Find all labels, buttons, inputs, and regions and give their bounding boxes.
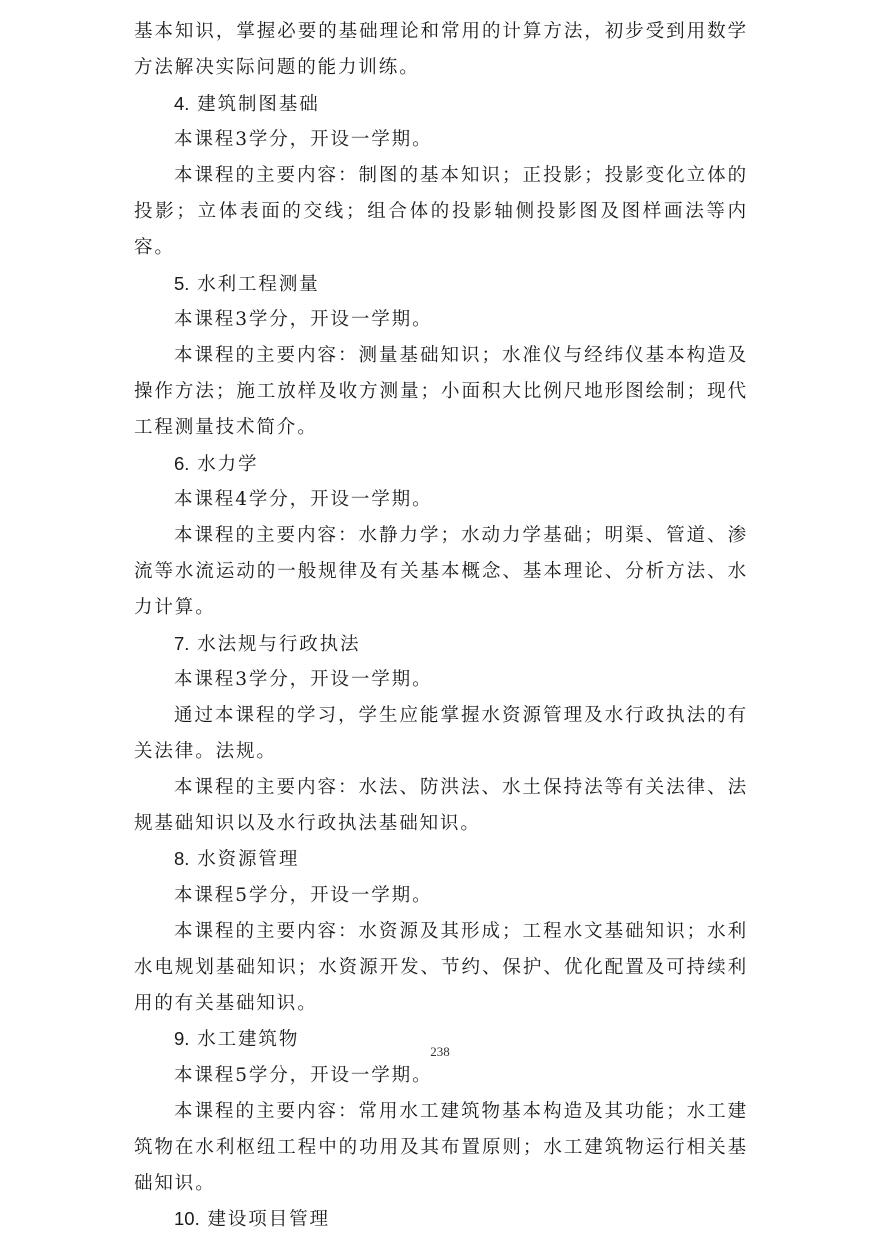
course-number: 10. (174, 1208, 200, 1230)
course-heading (134, 841, 748, 878)
course-title: 水资源管理 (197, 849, 300, 871)
course-title: 水利工程测量 (197, 273, 320, 295)
course-title: 建筑制图基础 (197, 93, 320, 115)
course-number: 6. (174, 452, 190, 474)
continuation-paragraph: 基本知识，掌握必要的基础理论和常用的计算方法，初步受到用数学方法解决实际问题的能力训练。 (134, 21, 748, 78)
course-credits: 本课程5学分，开设一学期。 (174, 885, 433, 907)
course-title: 水工建筑物 (197, 1029, 300, 1051)
course-heading (134, 86, 748, 123)
course-section-7 (134, 626, 748, 842)
course-title: 建设项目管理 (207, 1209, 330, 1231)
course-title: 水力学 (197, 453, 259, 475)
course-content: 本课程的主要内容：制图的基本知识；正投影；投影变化立体的投影；立体表面的交线；组合体的投影轴侧投影图及图样画法等内容。 (134, 165, 748, 258)
course-content: 本课程的主要内容：测量基础知识；水准仪与经纬仪基本构造及操作方法；施工放样及收方测量；小面积大比例尺地形图绘制；现代工程测量技术简介。 (134, 345, 748, 438)
course-credits: 本课程3学分，开设一学期。 (174, 669, 433, 691)
course-content: 本课程的主要内容：水法、防洪法、水土保持法等有关法律、法规基础知识以及水行政执法基础知识。 (134, 776, 748, 834)
course-objective: 通过本课程的学习，学生应能掌握水资源管理及水行政执法的有关法律。法规。 (134, 705, 748, 762)
course-number: 4. (174, 92, 190, 114)
course-heading (134, 1201, 748, 1238)
course-section-4 (134, 86, 748, 266)
course-number: 8. (174, 848, 190, 870)
course-heading (134, 626, 748, 663)
course-content: 本课程的主要内容：水资源及其形成；工程水文基础知识；水利水电规划基础知识；水资源开发、节约、保护、优化配置及可持续利用的有关基础知识。 (134, 920, 748, 1014)
course-credits: 本课程3学分，开设一学期。 (174, 309, 433, 331)
course-title: 水法规与行政执法 (197, 633, 361, 655)
course-content: 本课程的主要内容：水静力学；水动力学基础；明渠、管道、渗流等水流运动的一般规律及有关基本概念、基本理论、分析方法、水力计算。 (134, 525, 748, 618)
course-credits: 本课程4学分，开设一学期。 (174, 489, 433, 511)
course-number: 9. (174, 1028, 190, 1050)
course-section-6 (134, 446, 748, 626)
course-heading (134, 266, 748, 303)
course-credits: 本课程5学分，开设一学期。 (174, 1065, 433, 1087)
course-credits: 本课程3学分，开设一学期。 (174, 129, 433, 151)
course-section-10 (134, 1201, 748, 1238)
course-number: 5. (174, 272, 190, 294)
course-heading (134, 446, 748, 483)
course-number: 7. (174, 632, 190, 654)
page-number: 238 (430, 1044, 450, 1059)
course-content: 本课程的主要内容：常用水工建筑物基本构造及其功能；水工建筑物在水利枢纽工程中的功用及其布置原则；水工建筑物运行相关基础知识。 (134, 1100, 748, 1194)
course-section-5 (134, 266, 748, 446)
course-section-8 (134, 841, 748, 1021)
